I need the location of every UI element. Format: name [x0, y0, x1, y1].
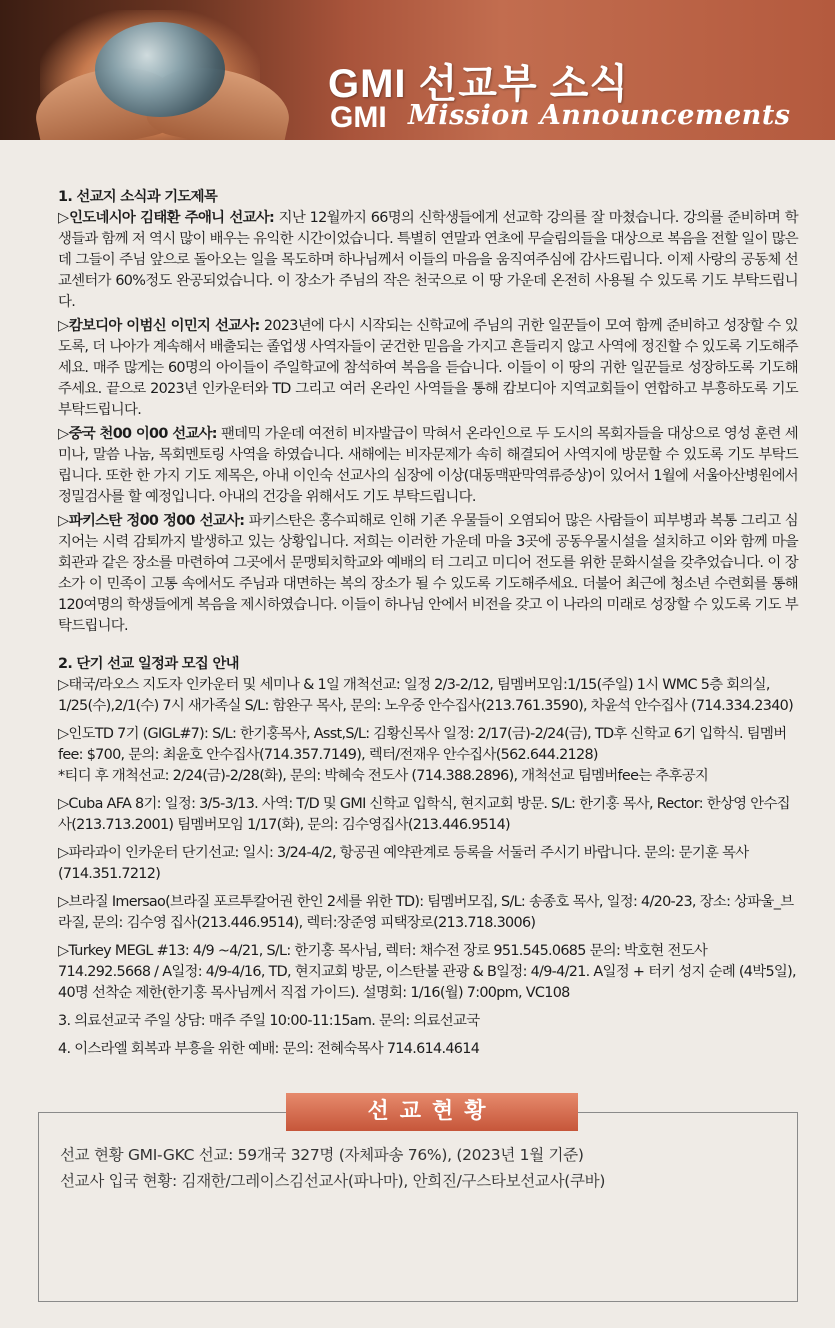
item-text: 일정 2/3-2/12, 팀멤버모임:1/15(주일) 1시 WMC 5층 회의실, 1/25(수),2/1(수) 7시 새가족실 S/L: 함완구 목사, 문의: 노우중 안수집사(213.761.3590), 차윤석 안수집사 (714.334.2340) [58, 677, 794, 714]
header-banner [0, 0, 835, 140]
mission-news-item [58, 424, 798, 508]
item-lead: ▷태국/라오스 지도자 인카운터 및 세미나 & 1일 개척선교: [58, 677, 400, 693]
item-text: 2023년에 다시 시작되는 신학교에 주님의 귀한 일꾼들이 모여 함께 준비하고 성장할 수 있도록, 더 나아가 계속해서 배출되는 졸업생 사역자들이 굳건한 믿음을 가지고 흔들리지 않고 사역에 정진할 수 있도록 기도해주세요. 매주 많게는 60명의 아이들이 주일학교에 참석하여 복음을 듣습니다. 이들이 이 땅의 귀한 일꾼들로 성장하도록 기도해주세요. 끝으로 2023년 인카운터와 TD 그리고 여러 온라인 사역들을 통해 캄보디아 지역교회들이 연합하고 부흥하도록 기도 부탁드립니다. [58, 318, 798, 418]
trip-item [58, 724, 798, 787]
mission-status-text [60, 1142, 790, 1194]
item-text: S/L: 한기홍목사, Asst,S/L: 김황신목사 일정: 2/17(금)-2/24(금), TD후 신학교 6기 입학식. 팀멤버 fee: $700, 문의: 최윤호 안수집사(714.357.7149), 렉터/전재우 안수집사(562.644.2128) [58, 726, 787, 763]
item-text: 지난 12월까지 66명의 신학생들에게 선교학 강의를 잘 마쳤습니다. 강의를 준비하며 학생들과 함께 저 역시 많이 배우는 유익한 시간이었습니다. 특별히 연말과 연초에 무슬림의들을 대상으로 복음을 전할 일이 많은데 그들이 주님 앞으로 돌아오는 일을 목도하며 하나님께서 이들의 마음을 움직여주심에 감사드립니다. 이제 사랑의 공동체 선교센터가 60%정도 완공되었습니다. 이 장소가 주님의 작은 천국으로 이 땅 가운데 온전히 사용될 수 있도록 기도 부탁드립니다. [58, 210, 798, 310]
announcements-body [58, 187, 798, 1067]
status-line: 선교 현황 GMI-GKC 선교: 59개국 327명 (자체파송 76%), (2023년 1월 기준) [60, 1146, 584, 1164]
subtitle-prefix: GMI [330, 101, 387, 134]
item-lead: ▷중국 천00 이00 선교사: [58, 426, 217, 442]
status-line: 선교사 입국 현황: 김재한/그레이스김선교사(파나마), 안희진/구스타보선교사(쿠바) [60, 1172, 606, 1190]
spacer [58, 640, 798, 654]
item-text: 4/9 ~4/21, S/L: 한기홍 목사님, 렉터: 채수전 장로 951.545.0685 문의: 박호현 전도사 714.292.5668 / A일정: 4/9-4/16, TD, 현지교회 방문, 이스탄불 관광 & B일정: 4/9-4/21. A일정 + 터키 성지 순례 (4박5일), 40명 선착순 제한(한기홍 목사님께서 직접 가이드). 설명회: 1/16(월) 7:00pm, VC108 [58, 943, 796, 1001]
mission-status-box [38, 1112, 798, 1302]
item-text: 파키스탄은 홍수피해로 인해 기존 우물들이 오염되어 많은 사람들이 피부병과 복통 그리고 심지어는 시력 감퇴까지 발생하고 있는 상황입니다. 저희는 이러한 가운데 마을 3곳에 공동우물시설을 설치하고 이와 함께 마을회관과 같은 장소를 마련하여 그곳에서 문맹퇴치학교와 예배의 터 그리고 미디어 전도를 위한 문화시설을 갖추었습니다. 이 장소가 이 민족이 고통 속에서도 주님과 대면하는 복의 장소가 될 수 있도록 기도해주세요. 더불어 최근에 청소년 수련회를 통해 120여명의 학생들에게 복음을 제시하였습니다. 이들이 하나님 안에서 비전을 갖고 이 나라의 미래로 성장할 수 있도록 기도 부탁드립니다. [58, 513, 798, 634]
trip-item [58, 892, 798, 934]
item-text: 일정: 3/5-3/13. 사역: T/D 및 GMI 신학교 입학식, 현지교회 방문. S/L: 한기홍 목사, Rector: 한상영 안수집사(213.713.2001) 팀멤버모임 1/17(화), 문의: 김수영집사(213.446.9514) [58, 796, 790, 833]
item-lead: ▷브라질 Imersao(브라질 포르투칼어권 한인 2세를 위한 TD): [58, 894, 424, 910]
item-lead: ▷Turkey MEGL #13: [58, 943, 190, 959]
item-lead: ▷인도네시아 김태환 주애니 선교사: [58, 210, 275, 226]
item-lead: ▷파라과이 인카운터 단기선교: [58, 845, 239, 861]
section3-text: 매주 주일 10:00-11:15am. 문의: 의료선교국 [204, 1013, 480, 1029]
item-lead: ▷캄보디아 이범신 이민지 선교사: [58, 318, 260, 334]
mission-news-item [58, 316, 798, 421]
mission-news-item [58, 511, 798, 637]
section3-lead: 3. 의료선교국 주일 상담: [58, 1013, 205, 1029]
globe-image [95, 22, 225, 117]
section2-title: 2. 단기 선교 일정과 모집 안내 [58, 656, 239, 672]
section1-title: 1. 선교지 소식과 기도제목 [58, 189, 218, 205]
item-text: 일시: 3/24-4/2, 항공권 예약관계로 등록을 서둘러 주시기 바랍니다. 문의: 문기훈 목사 (714.351.7212) [58, 845, 749, 882]
item-lead: ▷Cuba AFA 8기: [58, 796, 161, 812]
item-text: 팬데믹 가운데 여전히 비자발급이 막혀서 온라인으로 두 도시의 목회자들을 대상으로 영성 훈련 세미나, 말씀 나눔, 목회멘토링 사역을 하였습니다. 새해에는 비자문제가 속히 해결되어 사역지에 방문할 수 있도록 기도 부탁드립니다. 또한 한 가지 기도 제목은, 아내 이인숙 선교사의 심장에 이상(대동맥판막역류증상)이 있어서 1월에 서울아산병원에서 정밀검사를 할 예정입니다. 아내의 건강을 위해서도 기도 부탁드립니다. [58, 426, 798, 505]
mission-status-banner: 선교현황 [286, 1093, 578, 1131]
trip-item [58, 675, 798, 717]
trip-item [58, 794, 798, 836]
item-lead: ▷인도TD 7기 (GIGL#7): [58, 726, 209, 742]
item-lead: ▷파키스탄 정00 정00 선교사: [58, 513, 245, 529]
trip-item [58, 843, 798, 885]
section4-text: 문의: 전혜숙목사 714.614.4614 [278, 1041, 480, 1057]
item-text: 팀멤버모집, S/L: 송종호 목사, 일정: 4/20-23, 장소: 상파울_브라질, 문의: 김수영 집사(213.446.9514), 렉터:장준영 피택장로(213.718.3006) [58, 894, 794, 931]
mission-news-item [58, 208, 798, 313]
trip-item [58, 941, 798, 1004]
section4-lead: 4. 이스라엘 회복과 부흥을 위한 예배: [58, 1041, 279, 1057]
medical-consult-item [58, 1011, 798, 1032]
subtitle-script: Mission Announcements [408, 100, 791, 131]
item-note: *티디 후 개척선교: 2/24(금)-2/28(화), 문의: 박혜숙 전도사 (714.388.2896), 개척선교 팀멤버fee는 추후공지 [58, 768, 709, 784]
israel-worship-item [58, 1039, 798, 1060]
page-title: GMI 선교부 소식 [328, 62, 629, 106]
